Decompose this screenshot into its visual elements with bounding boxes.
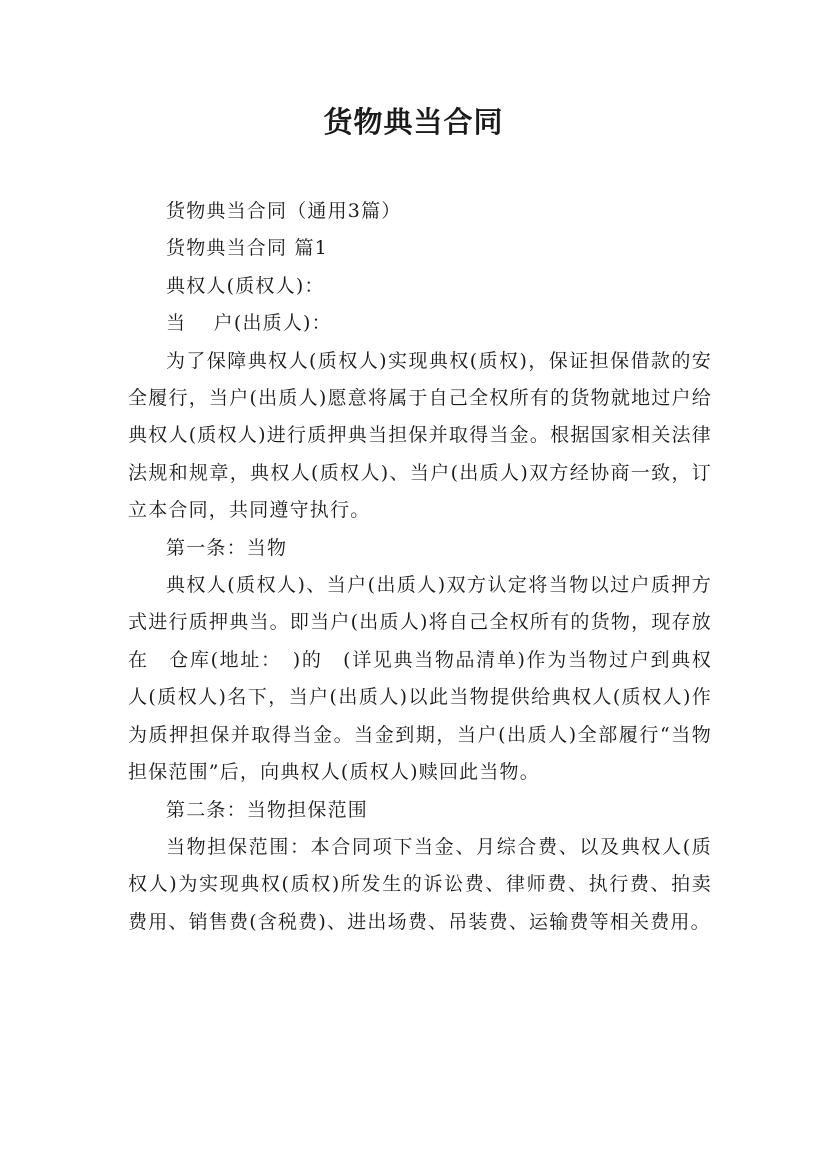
- heading-contract-collection: 货物典当合同（通用3篇）: [166, 200, 402, 222]
- paragraph-section-1: 典权人(质权人)、当户(出质人)双方认定将当物以过户质押方式进行质押典当。即当户(出质人)将自己全权所有的货物，现存放在 仓库(地址： )的 (详见典当物品清单)作为当物过户到典权人(质权人)名下，当户(出质人)以此当物提供给典权人(质权人)作为质押担保并取得当金。当金到期，当户(出质人)全部履行“当物担保范围”后，向典权人(质权人)赎回此当物。: [128, 574, 712, 784]
- document-body: [128, 193, 712, 941]
- paragraph-preamble: 为了保障典权人(质权人)实现典权(质权)，保证担保借款的安全履行，当户(出质人)愿意将属于自己全权所有的货物就地过户给典权人(质权人)进行质押典当担保并取得当金。根据国家相关法律法规和规章，典权人(质权人)、当户(出质人)双方经协商一致，订立本合同，共同遵守执行。: [128, 349, 712, 522]
- field-pledgor: 当 户(出质人)：: [166, 312, 332, 335]
- field-pledgee: 典权人(质权人)：: [166, 274, 325, 297]
- paragraph-section-2: 当物担保范围：本合同项下当金、月综合费、以及典权人(质权人)为实现典权(质权)所发生的诉讼费、律师费、执行费、拍卖费用、销售费(含税费)、进出场费、吊装费、运输费等相关费用。: [128, 835, 712, 933]
- section-heading-2: 第二条：当物担保范围: [166, 798, 369, 821]
- section-heading-1: 第一条：当物: [166, 536, 288, 559]
- heading-article-1: 货物典当合同 篇1: [166, 237, 328, 260]
- document-title: 货物典当合同: [323, 105, 504, 139]
